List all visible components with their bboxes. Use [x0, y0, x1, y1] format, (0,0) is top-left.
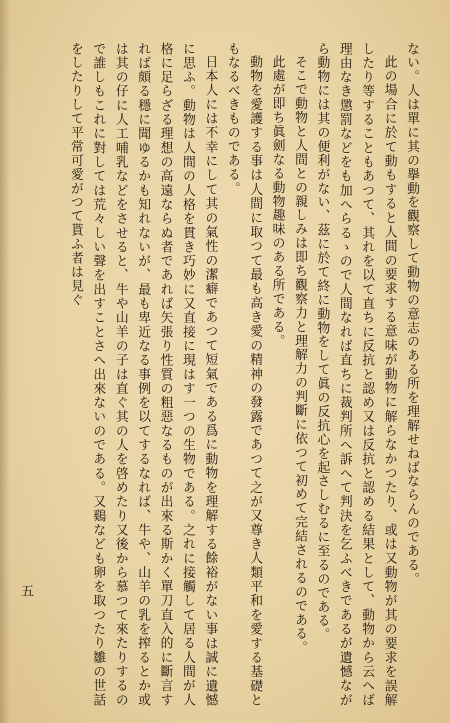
page-gutter-shadow [0, 0, 10, 723]
paragraph-1: ない。人は單に其の擧動を觀察して動物の意志のある所を理解せねばならんのである。 [404, 42, 419, 587]
page-number: 五 [18, 584, 33, 597]
paragraph-3: そこで動物と人間との親しみは即ち觀察力と理解力の判斷に依つて初めて完結されるのである。 [291, 54, 307, 655]
paragraph-5: 動物を愛護する事は人間に取つて最も高き愛の精神の發露であつて之が又尊き人類平和を愛する基礎ともなるべきものである。 [224, 42, 263, 707]
vertical-body-text [64, 42, 423, 707]
paragraph-6: 日本人には不幸にして其の氣性の潔癖であつて短氣である爲に動物を理解する餘裕がない事は誠に遺憾に思ふ。動物は人間の人格を貫き巧妙に又直接に現はす一つの生物である。之れに接觸して居る人間が人格に足らざる理想の高遠ならぬ者であれば矢張り性質の粗惡なるものが出來る斯かく單刀直入的に斷言すれば頗る穩に聞ゆるかも知れないが、最も卑近なる事例を以てするなれば、牛や、山羊の乳を搾るとか或は其の仔に人工哺乳などをさせると、牛や山羊の子は直ぐ其の人を啓めたり又後から慕つて來たりするので誰しもこれに對しては荒々しい聲を出すことさへ出來ないのである。又鷄なども卵を取つたり雛の世話をしたりして平常可愛がつて貰ふ者は見ぐ [67, 42, 218, 707]
paragraph-4: 此處が即ち眞劍なる動物趣味のある所である。 [269, 54, 285, 348]
paragraph-2: 此の場合に於て動もすると人間の要求する意味が動物に解らなかつたり、或は又動物が其の要求を誤解したり等することもあつて、其れを以て直ちに反抗と認め又は反抗と認める結果として、動物から云へば理由なき懲罰などをも加へらるゝので人間なれば直ちに裁判所へ訴へて判決を乞ふべきであるが遺憾ながら動物には其の便利がない、茲に於て終に動物をして眞の反抗心を起さしむるに至るのである。 [314, 42, 397, 707]
